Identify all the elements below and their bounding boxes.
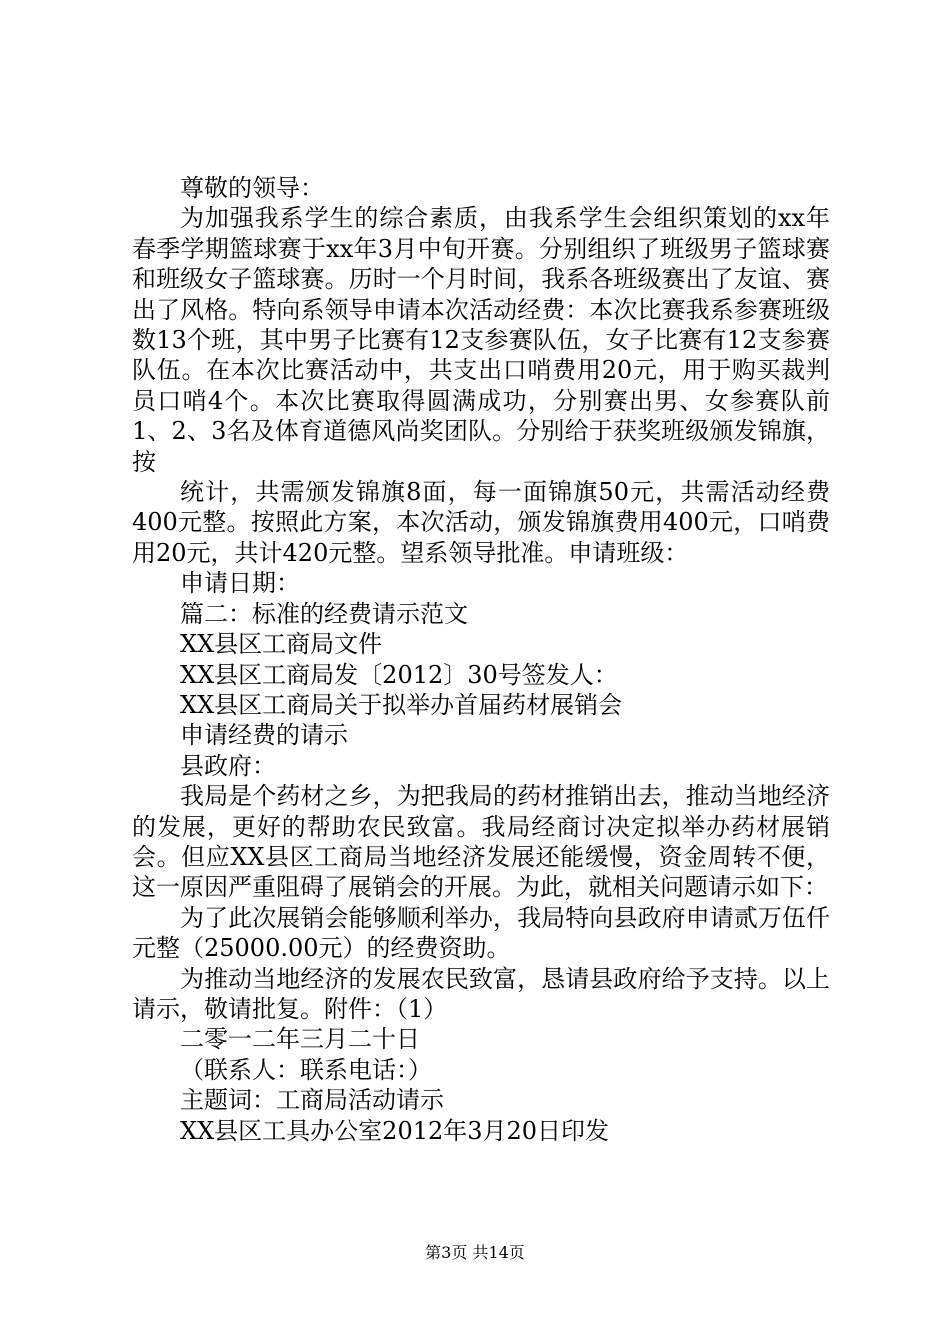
paragraph-background: 我局是个药材之乡，为把我局的药材推销出去，推动当地经济的发展，更好的帮助农民致富。我局经商讨决定拟举办药材展销会。但应XX县区工商局当地经济发展还能缓慢，资金周转不便，这一原因严重阻碍了展销会的开展。为此，就相关问题请示如下： — [132, 782, 830, 902]
page-number-footer: 第3页 共14页 — [425, 1243, 525, 1262]
paragraph-closing: 为推动当地经济的发展农民致富，恳请县政府给予支持。以上请示，敬请批复。附件：（1） — [132, 964, 830, 1023]
document-body — [132, 173, 830, 1146]
salutation: 尊敬的领导： — [180, 174, 324, 202]
contact-line: （联系人：联系电话：） — [180, 1055, 432, 1084]
application-date: 申请日期： — [180, 569, 300, 598]
subject-keywords: 主题词：工商局活动请示 — [180, 1086, 444, 1115]
date-line: 二零一二年三月二十日 — [180, 1025, 420, 1054]
print-issue-line: XX县区工具办公室2012年3月20日印发 — [180, 1116, 610, 1145]
paragraph-cost-statistics: 统计，共需颁发锦旗8面，每一面锦旗50元，共需活动经费400元整。按照此方案，本次活动，颁发锦旗费用400元，口哨费用20元，共计420元整。望系领导批准。申请班级： — [132, 478, 830, 567]
request-title-line-2: 申请经费的请示 — [180, 721, 348, 750]
paragraph-funding-request: 为了此次展销会能够顺利举办，我局特向县政府申请贰万伍仟元整（25000.00元）的经费资助。 — [132, 903, 830, 963]
recipient: 县政府： — [180, 751, 276, 780]
request-title-line-1: XX县区工商局关于拟举办首届药材展销会 — [180, 690, 623, 719]
paragraph-basketball-intro: 为加强我系学生的综合素质，由我系学生会组织策划的xx年春季学期篮球赛于xx年3月中旬开赛。分别组织了班级男子篮球赛和班级女子篮球赛。历时一个月时间，我系各班级赛出了友谊、赛出了风格。特向系领导申请本次活动经费：本次比赛我系参赛班级数13个班，其中男子比赛有12支参赛队伍，女子比赛有12支参赛队伍。在本次比赛活动中，共支出口哨费用20元，用于购买裁判员口哨4个。本次比赛取得圆满成功，分别赛出男、女参赛队前1、2、3名及体育道德风尚奖团队。分别给于获奖班级颁发锦旗，按 — [132, 204, 830, 476]
section-heading: 篇二：标准的经费请示范文 — [180, 599, 468, 628]
document-issuer: XX县区工商局文件 — [180, 630, 383, 659]
document-number: XX县区工商局发〔2012〕30号签发人： — [180, 660, 618, 689]
